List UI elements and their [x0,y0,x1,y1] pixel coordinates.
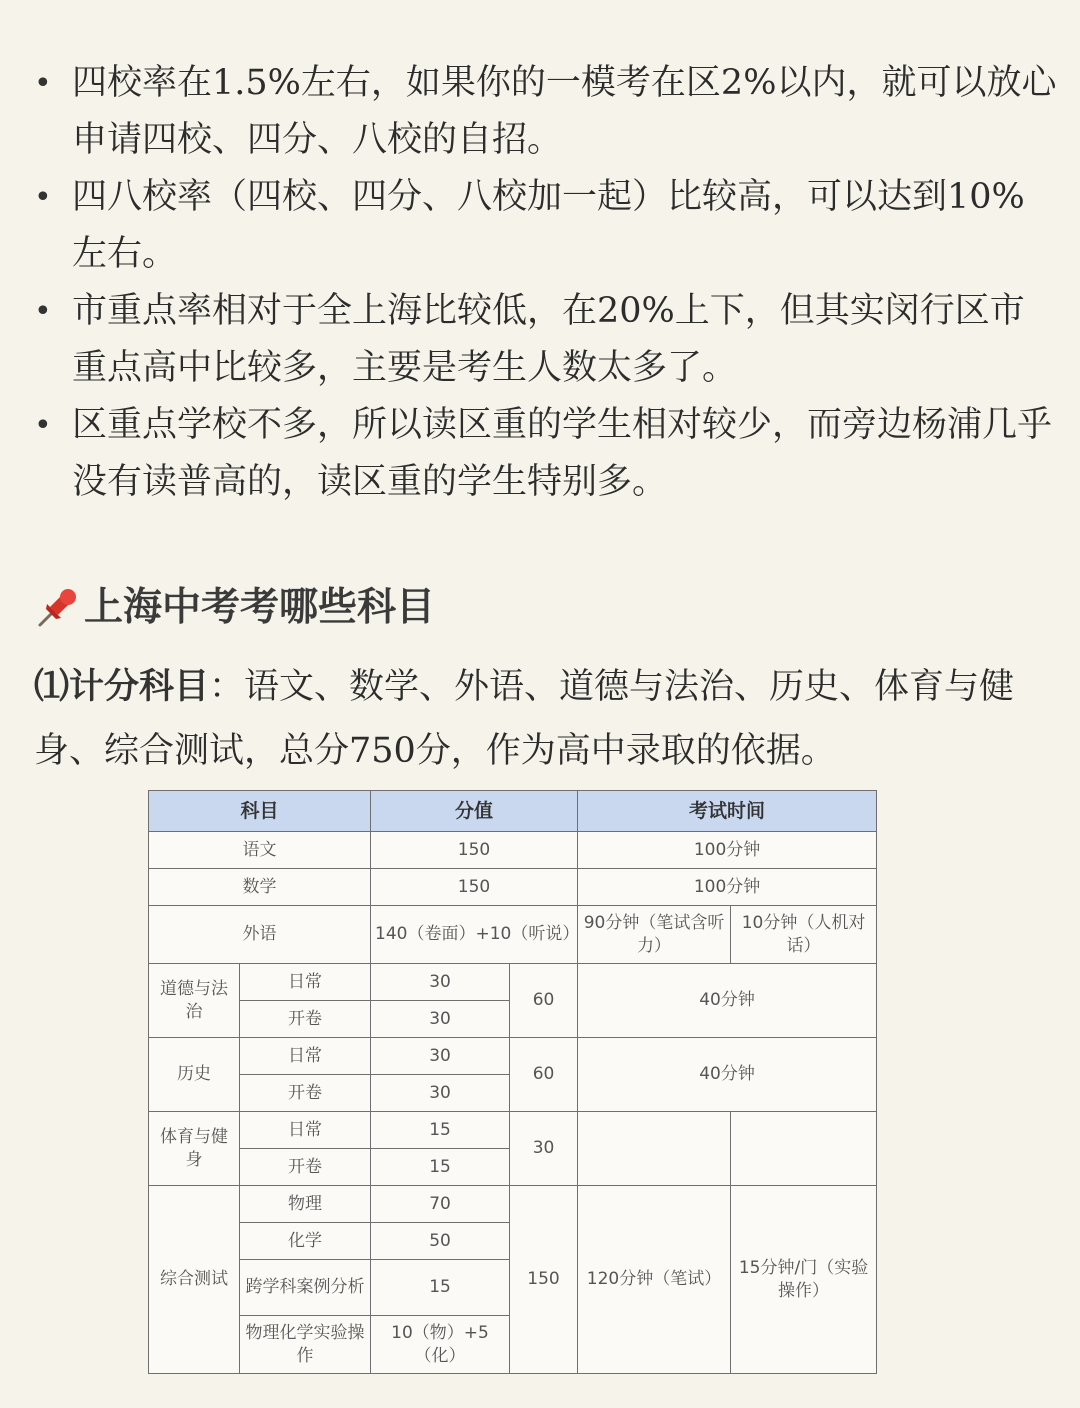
cell-subject: 综合测试 [149,1186,240,1374]
section-heading [34,580,435,636]
cell-score: 10（物）+5（化） [371,1316,510,1374]
cell-subpart: 跨学科案例分析 [240,1260,371,1316]
subjects-table-wrapper [148,790,876,1374]
cell-time: 100分钟 [578,832,877,869]
cell-subject: 外语 [149,906,371,964]
cell-score: 70 [371,1186,510,1223]
cell-score: 30 [371,1001,510,1038]
header-score: 分值 [371,791,578,832]
cell-score: 15 [371,1112,510,1149]
cell-subpart: 开卷 [240,1075,371,1112]
cell-score: 15 [371,1260,510,1316]
cell-subject: 语文 [149,832,371,869]
cell-total: 60 [510,964,578,1038]
bullet-dot-icon: • [34,66,52,101]
table-row [149,1186,877,1223]
bullet-dot-icon: • [34,180,52,215]
cell-total: 30 [510,1112,578,1186]
table-row [149,832,877,869]
pushpin-icon [34,585,80,631]
cell-subpart: 开卷 [240,1149,371,1186]
cell-subpart: 开卷 [240,1001,371,1038]
header-subject: 科目 [149,791,371,832]
bullet-dot-icon: • [34,294,52,329]
cell-subpart: 物理 [240,1186,371,1223]
cell-time: 40分钟 [578,1038,877,1112]
cell-subpart: 物理化学实验操作 [240,1316,371,1374]
cell-score: 30 [371,1038,510,1075]
cell-score: 50 [371,1223,510,1260]
cell-time-empty [578,1112,731,1186]
table-row [149,906,877,964]
cell-time: 40分钟 [578,964,877,1038]
table-row [149,869,877,906]
cell-total: 150 [510,1186,578,1374]
heading-text: 上海中考考哪些科目 [84,585,436,630]
cell-time-empty [731,1112,877,1186]
scored-subjects-label: ⑴计分科目 [34,667,210,707]
header-time: 考试时间 [578,791,877,832]
cell-score: 30 [371,1075,510,1112]
subjects-table [148,790,877,1374]
bullet-item: • 四八校率（四校、四分、八校加一起）比较高，可以达到10%左右。 [28,169,1058,283]
table-header-row [149,791,877,832]
cell-total: 60 [510,1038,578,1112]
scored-subjects-text: ：语文、数学、外语、道德与法治、历史、体育与健身、综合测试，总分750分，作为高中录取的依据。 [34,667,1015,771]
cell-time: 100分钟 [578,869,877,906]
bullet-dot-icon: • [34,408,52,443]
cell-subject: 数学 [149,869,371,906]
cell-time: 90分钟（笔试含听力） [578,906,731,964]
cell-score: 150 [371,832,578,869]
cell-score: 150 [371,869,578,906]
cell-score: 140（卷面）+10（听说） [371,906,578,964]
table-row [149,1038,877,1075]
cell-subpart: 日常 [240,1112,371,1149]
bullet-item: • 四校率在1.5%左右，如果你的一模考在区2%以内，就可以放心申请四校、四分、八校的自招。 [28,55,1058,169]
table-row [149,1112,877,1149]
cell-subpart: 日常 [240,964,371,1001]
scored-subjects-paragraph [34,655,1044,783]
table-row [149,964,877,1001]
cell-score: 15 [371,1149,510,1186]
cell-time: 10分钟（人机对话） [731,906,877,964]
cell-subject: 体育与健身 [149,1112,240,1186]
cell-subject: 历史 [149,1038,240,1112]
bullet-item: • 区重点学校不多，所以读区重的学生相对较少，而旁边杨浦几乎没有读普高的，读区重的学生特别多。 [28,397,1058,511]
cell-subpart: 日常 [240,1038,371,1075]
cell-time: 15分钟/门（实验操作） [731,1186,877,1374]
bullet-list [28,55,1058,511]
cell-subpart: 化学 [240,1223,371,1260]
cell-time: 120分钟（笔试） [578,1186,731,1374]
cell-subject: 道德与法治 [149,964,240,1038]
cell-score: 30 [371,964,510,1001]
bullet-item: • 市重点率相对于全上海比较低，在20%上下，但其实闵行区市重点高中比较多，主要是考生人数太多了。 [28,283,1058,397]
